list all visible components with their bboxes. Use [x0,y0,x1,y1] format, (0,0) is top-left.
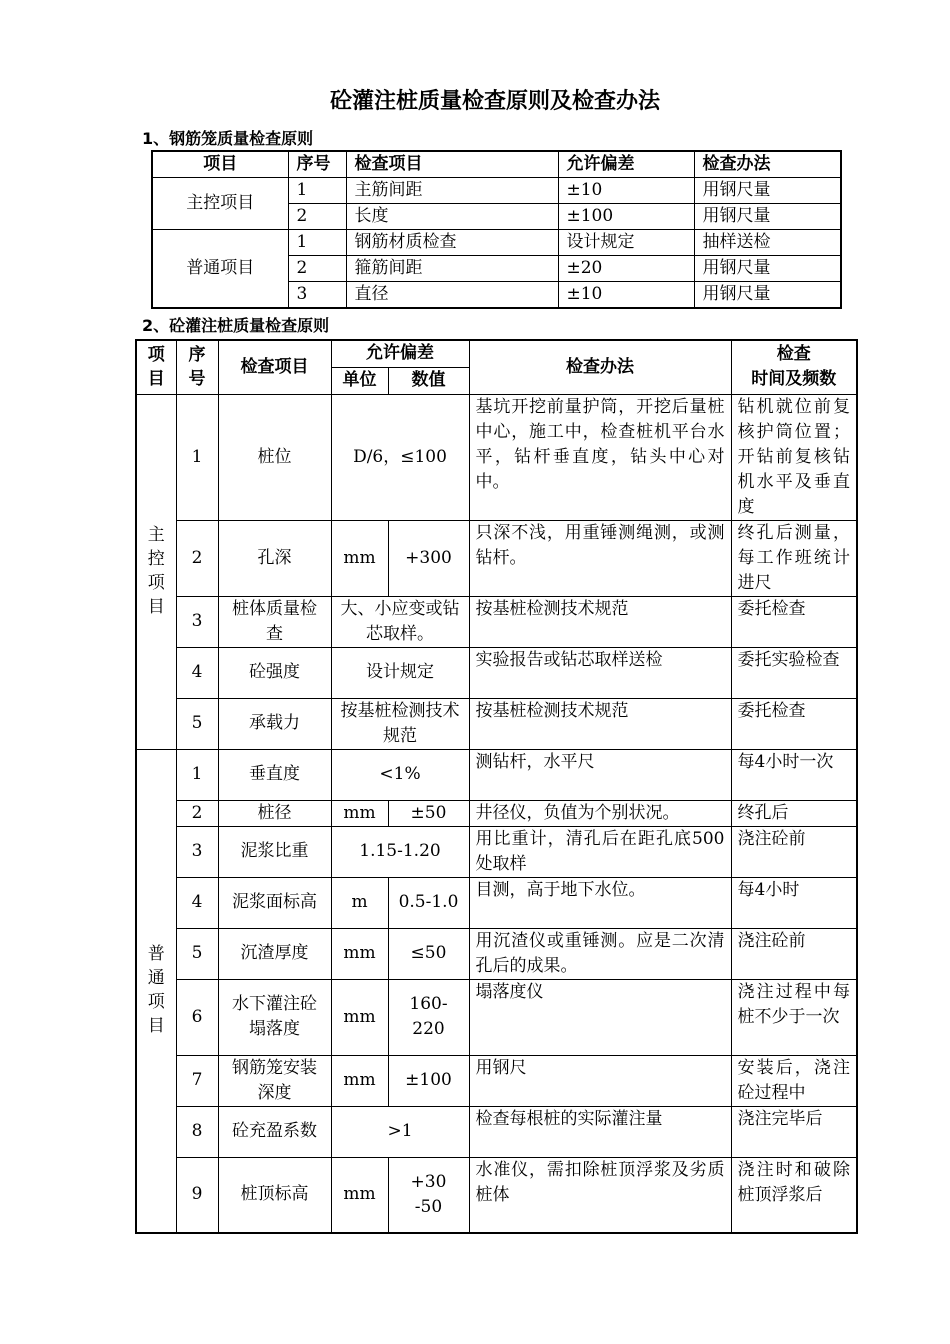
cell-method: 按基桩检测技术规范 [469,596,731,647]
cell-unit: mm [331,1055,388,1106]
cell-unit: m [331,877,388,928]
table-row [136,1106,857,1157]
cell-method: 实验报告或钻芯取样送检 [469,647,731,698]
cell-frequency: 委托实验检查 [731,647,857,698]
cell-value: +300 [388,520,469,596]
header-no: 序号 [288,151,346,178]
table-row [136,979,857,1055]
table-row [136,928,857,979]
cell-check-item: 泥浆比重 [218,826,331,877]
table-row [136,394,857,520]
cell-value: +30 -50 [388,1157,469,1233]
cell-frequency: 浇注砼前 [731,826,857,877]
header-tolerance: 允许偏差 [331,340,469,367]
cell-tolerance: ±10 [558,178,694,204]
cell-value: ≤50 [388,928,469,979]
cell-method: 用钢尺量 [694,204,841,230]
pile-quality-table [135,339,858,1234]
group-label: 主控项目 [136,394,176,749]
cell-check-item: 桩径 [218,800,331,826]
cell-method: 按基桩检测技术规范 [469,698,731,749]
cell-check-item: 桩体质量检查 [218,596,331,647]
cell-frequency: 钻机就位前复核护筒位置；开钻前复核钻机水平及垂直度 [731,394,857,520]
cell-frequency: 每4小时 [731,877,857,928]
cell-frequency: 终孔后 [731,800,857,826]
cell-value: ±100 [388,1055,469,1106]
cell-frequency: 委托检查 [731,698,857,749]
header-unit: 单位 [331,367,388,394]
cell-frequency: 安装后，浇注砼过程中 [731,1055,857,1106]
cell-method: 抽样送检 [694,230,841,256]
cell-check-item: 泥浆面标高 [218,877,331,928]
cell-value: 160-220 [388,979,469,1055]
cell-unit: mm [331,800,388,826]
table-header-row [152,151,841,178]
header-method: 检查办法 [469,340,731,394]
cell-no: 2 [288,256,346,282]
cell-tolerance: 1.15-1.20 [331,826,469,877]
cell-no: 3 [288,282,346,309]
cell-no: 3 [176,596,218,647]
group-label: 普通项目 [152,230,288,309]
header-frequency: 检查 时间及频数 [731,340,857,394]
cell-check-item: 主筋间距 [346,178,558,204]
cell-method: 用比重计，清孔后在距孔底500处取样 [469,826,731,877]
cell-tolerance: ±20 [558,256,694,282]
table-row [136,749,857,800]
cell-no: 1 [288,230,346,256]
group-label: 普通项目 [136,749,176,1233]
cell-no: 8 [176,1106,218,1157]
cell-tolerance: 大、小应变或钻芯取样。 [331,596,469,647]
table-row [136,1157,857,1233]
rebar-cage-table [151,150,842,309]
cell-tolerance: ±100 [558,204,694,230]
header-item: 项目 [152,151,288,178]
section-1-heading: 1、钢筋笼质量检查原则 [142,129,314,148]
cell-check-item: 沉渣厚度 [218,928,331,979]
cell-check-item: 桩位 [218,394,331,520]
header-method: 检查办法 [694,151,841,178]
table-row [136,698,857,749]
cell-check-item: 孔深 [218,520,331,596]
cell-unit: mm [331,1157,388,1233]
cell-check-item: 长度 [346,204,558,230]
cell-method: 目测，高于地下水位。 [469,877,731,928]
cell-unit: mm [331,979,388,1055]
table-row [136,877,857,928]
table-header-row [136,340,857,367]
cell-method: 水准仪，需扣除桩顶浮浆及劣质桩体 [469,1157,731,1233]
cell-check-item: 桩顶标高 [218,1157,331,1233]
cell-check-item: 箍筋间距 [346,256,558,282]
cell-frequency: 终孔后测量，每工作班统计进尺 [731,520,857,596]
cell-method: 用沉渣仪或重锤测。应是二次清孔后的成果。 [469,928,731,979]
cell-method: 用钢尺量 [694,282,841,309]
table-row [136,800,857,826]
cell-method: 只深不浅，用重锤测绳测，或测钻杆。 [469,520,731,596]
cell-check-item: 砼充盈系数 [218,1106,331,1157]
cell-no: 2 [288,204,346,230]
table-row [136,826,857,877]
cell-frequency: 浇注时和破除桩顶浮浆后 [731,1157,857,1233]
cell-check-item: 水下灌注砼塌落度 [218,979,331,1055]
cell-no: 9 [176,1157,218,1233]
cell-check-item: 直径 [346,282,558,309]
cell-frequency: 委托检查 [731,596,857,647]
cell-method: 测钻杆，水平尺 [469,749,731,800]
cell-no: 1 [176,394,218,520]
cell-no: 4 [176,647,218,698]
header-no: 序号 [176,340,218,394]
cell-no: 2 [176,520,218,596]
header-check-item: 检查项目 [346,151,558,178]
header-tolerance: 允许偏差 [558,151,694,178]
cell-unit: mm [331,520,388,596]
header-check-item: 检查项目 [218,340,331,394]
cell-check-item: 钢筋笼安装深度 [218,1055,331,1106]
cell-no: 5 [176,928,218,979]
cell-check-item: 垂直度 [218,749,331,800]
cell-tolerance: >1 [331,1106,469,1157]
cell-no: 6 [176,979,218,1055]
cell-method: 塌落度仪 [469,979,731,1055]
page-title: 砼灌注桩质量检查原则及检查办法 [329,89,660,114]
table-row [152,230,841,256]
cell-method: 检查每根桩的实际灌注量 [469,1106,731,1157]
group-label: 主控项目 [152,178,288,230]
cell-tolerance: 设计规定 [331,647,469,698]
cell-tolerance: ±10 [558,282,694,309]
cell-check-item: 钢筋材质检查 [346,230,558,256]
header-value: 数值 [388,367,469,394]
cell-check-item: 砼强度 [218,647,331,698]
table-row [136,1055,857,1106]
table-row [136,647,857,698]
cell-method: 基坑开挖前量护筒，开挖后量桩中心，施工中，检查桩机平台水平，钻杆垂直度，钻头中心对中。 [469,394,731,520]
cell-unit: mm [331,928,388,979]
cell-no: 7 [176,1055,218,1106]
table-row [152,178,841,204]
cell-no: 1 [288,178,346,204]
header-item: 项目 [136,340,176,394]
cell-frequency: 浇注砼前 [731,928,857,979]
section-2-heading: 2、砼灌注桩质量检查原则 [142,316,330,335]
cell-frequency: 每4小时一次 [731,749,857,800]
cell-method: 用钢尺量 [694,178,841,204]
cell-method: 用钢尺量 [694,256,841,282]
cell-method: 用钢尺 [469,1055,731,1106]
cell-tolerance: D/6，≤100 [331,394,469,520]
cell-method: 井径仪，负值为个别状况。 [469,800,731,826]
cell-tolerance: 设计规定 [558,230,694,256]
cell-frequency: 浇注过程中每桩不少于一次 [731,979,857,1055]
cell-tolerance: <1% [331,749,469,800]
cell-tolerance: 按基桩检测技术规范 [331,698,469,749]
cell-value: 0.5-1.0 [388,877,469,928]
table-row [136,596,857,647]
cell-frequency: 浇注完毕后 [731,1106,857,1157]
cell-no: 3 [176,826,218,877]
cell-no: 2 [176,800,218,826]
cell-no: 5 [176,698,218,749]
cell-value: ±50 [388,800,469,826]
table-row [136,520,857,596]
cell-check-item: 承载力 [218,698,331,749]
cell-no: 4 [176,877,218,928]
cell-no: 1 [176,749,218,800]
